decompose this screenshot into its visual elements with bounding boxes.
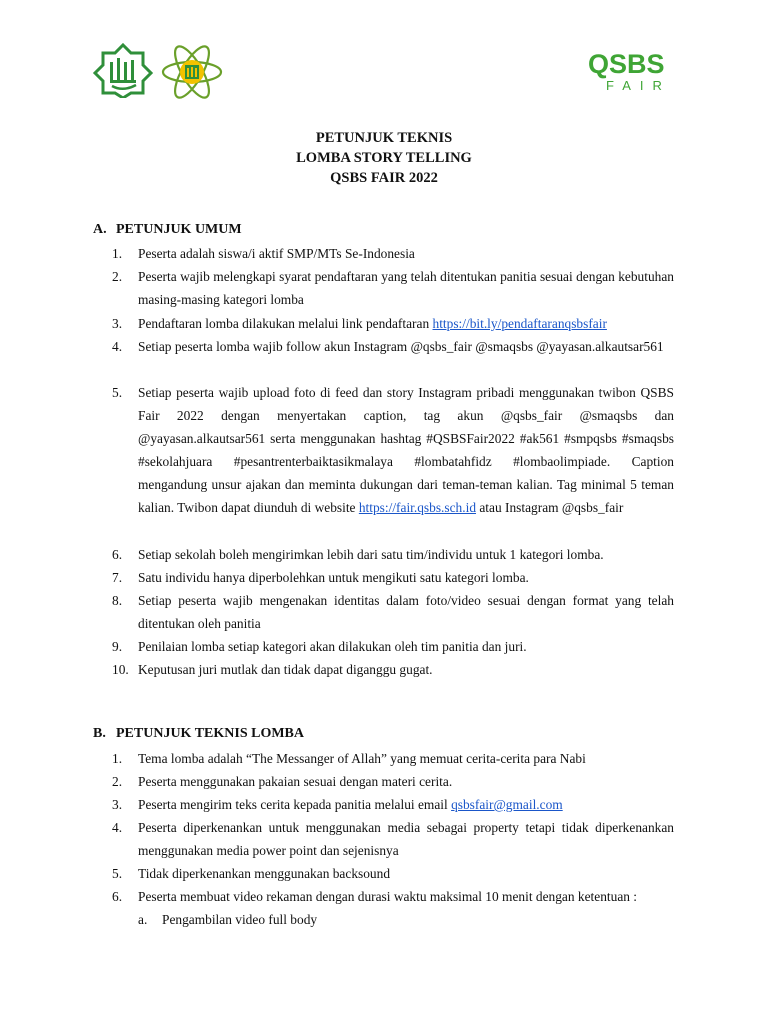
- item-text: Setiap peserta wajib mengenakan identitas dalam foto/video sesuai dengan format yang telah ditentukan oleh panitia: [138, 593, 674, 631]
- list-item: [112, 589, 674, 635]
- item-text: Peserta menggunakan pakaian sesuai dengan materi cerita.: [138, 774, 453, 789]
- item-number: 3.: [112, 316, 123, 331]
- item-text: Keputusan juri mutlak dan tidak dapat diganggu gugat.: [138, 662, 433, 677]
- section-a-heading: [93, 220, 242, 240]
- item-text: Peserta membuat video rekaman dengan durasi waktu maksimal 10 menit dengan ketentuan :: [138, 889, 638, 904]
- list-item: [112, 381, 674, 519]
- logo-fair-text: FAIR: [606, 78, 671, 93]
- section-b-heading: [93, 724, 304, 744]
- list-item: [112, 658, 674, 681]
- item-text-part: Peserta mengirim teks cerita kepada panitia melalui email: [138, 797, 452, 812]
- list-item: [112, 816, 674, 862]
- item-number: 4.: [112, 339, 123, 354]
- item-number: 10.: [112, 662, 129, 677]
- list-item: [112, 265, 674, 311]
- section-a-letter: A.: [93, 222, 107, 237]
- item-number: 1.: [112, 246, 123, 261]
- item-text: Peserta adalah siswa/i aktif SMP/MTs Se-Indonesia: [138, 246, 415, 261]
- item-text: [138, 793, 674, 816]
- qsbs-fair-logo: [588, 50, 674, 96]
- item-number: 6.: [112, 889, 123, 904]
- item-number: 5.: [112, 385, 123, 400]
- foundation-emblem-logo: [160, 44, 224, 100]
- list-item: [112, 635, 674, 658]
- item-number: 4.: [112, 820, 123, 835]
- item-number: 8.: [112, 593, 123, 608]
- school-emblem-logo: [92, 42, 154, 98]
- section-a-title: PETUNJUK UMUM: [116, 222, 242, 237]
- list-item: [112, 335, 674, 358]
- section-b-title: PETUNJUK TEKNIS LOMBA: [116, 726, 304, 741]
- item-number: 5.: [112, 866, 123, 881]
- list-item: [112, 862, 674, 885]
- registration-link[interactable]: https://bit.ly/pendaftaranqsbsfair: [432, 316, 607, 331]
- item-text: Peserta diperkenankan untuk menggunakan media sebagai property tetapi tidak diperkenankan menggunakan media power point dan sejenisnya: [138, 820, 674, 858]
- website-link[interactable]: https://fair.qsbs.sch.id: [358, 500, 477, 515]
- item-text: Setiap peserta lomba wajib follow akun Instagram @qsbs_fair @smaqsbs @yayasan.alkautsar561: [138, 339, 664, 354]
- email-link[interactable]: qsbsfair@gmail.com: [451, 797, 563, 812]
- item-text-part: Pendaftaran lomba dilakukan melalui link pendaftaran: [138, 316, 433, 331]
- item-number: 2.: [112, 774, 123, 789]
- item-text: Tidak diperkenankan menggunakan backsound: [138, 866, 391, 881]
- logo-qsbs-text: QSBS: [588, 49, 665, 79]
- document-title: [0, 128, 768, 188]
- item-text-part: atau Instagram @qsbs_fair: [476, 500, 624, 515]
- item-text-part: Setiap peserta wajib upload foto di feed dan story Instagram pribadi menggunakan twibon QSBS Fair 2022 dengan menyertakan caption, tag akun @qsbs_fair @smaqsbs dan @yayasan.alkautsar561 serta menggunakan hashtag #QSBSFair2022 #ak561 #smpqsbs #smaqsbs #sekolahjuara #pesantrenterbaiktasikmalaya #lombatahfidz #lombaolimpiade. Caption mengandung unsur ajakan dan meminta dukungan dari teman-teman kalian. Tag minimal 5 teman kalian. Twibon dapat diunduh di website: [138, 385, 674, 515]
- item-text: Penilaian lomba setiap kategori akan dilakukan oleh tim panitia dan juri.: [138, 639, 527, 654]
- sub-list-item: [138, 908, 317, 931]
- list-item: [112, 747, 674, 770]
- list-item: [112, 543, 674, 566]
- sub-item-letter: a.: [138, 912, 148, 927]
- list-item: [112, 242, 674, 265]
- item-number: 3.: [112, 797, 123, 812]
- item-text: [138, 381, 674, 519]
- section-b-letter: B.: [93, 726, 106, 741]
- item-text: Peserta wajib melengkapi syarat pendaftaran yang telah ditentukan panitia sesuai dengan kebutuhan masing-masing kategori lomba: [138, 269, 674, 307]
- item-number: 9.: [112, 639, 123, 654]
- item-number: 6.: [112, 547, 123, 562]
- list-item: [112, 793, 674, 816]
- item-text: Satu individu hanya diperbolehkan untuk mengikuti satu kategori lomba.: [138, 570, 529, 585]
- sub-item-text: Pengambilan video full body: [162, 912, 318, 927]
- list-item: [112, 566, 674, 589]
- item-number: 2.: [112, 269, 123, 284]
- item-text: [138, 312, 674, 335]
- list-item: [112, 312, 674, 335]
- item-text: Tema lomba adalah “The Messanger of Allah” yang memuat cerita-cerita para Nabi: [138, 751, 586, 766]
- list-item: [112, 770, 674, 793]
- title-line-1: PETUNJUK TEKNIS: [315, 130, 453, 146]
- title-line-2: LOMBA STORY TELLING: [296, 150, 472, 166]
- item-number: 7.: [112, 570, 123, 585]
- item-number: 1.: [112, 751, 123, 766]
- title-line-3: QSBS FAIR 2022: [330, 170, 438, 186]
- item-text: Setiap sekolah boleh mengirimkan lebih dari satu tim/individu untuk 1 kategori lomba.: [138, 547, 604, 562]
- list-item: [112, 885, 674, 908]
